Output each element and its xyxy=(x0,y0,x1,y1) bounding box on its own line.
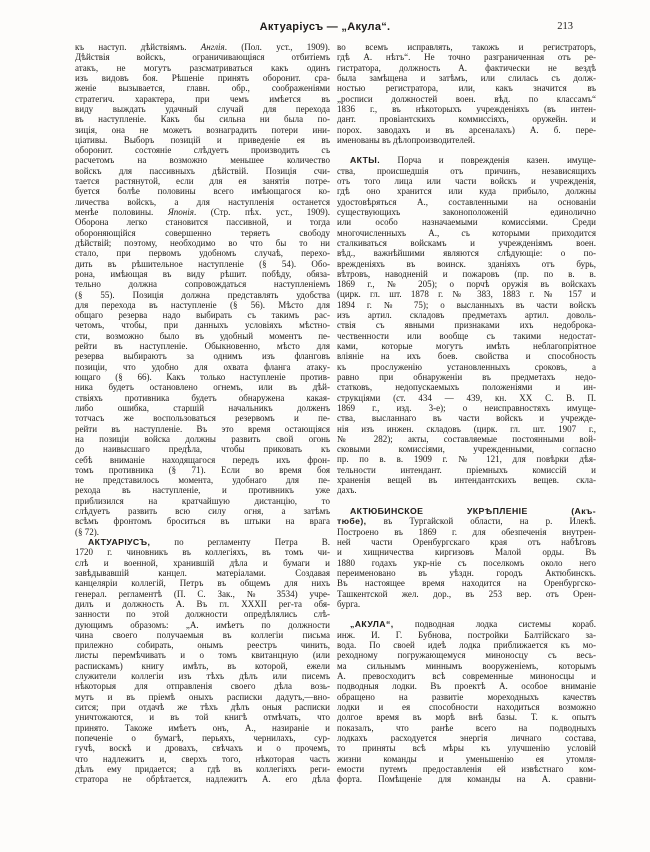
text-line: АКТЫ. Порча и поврежденія казен. имуще- xyxy=(350,155,596,166)
text-line: дѣлъ ему придается; а гдѣ въ коллегіяхъ реги- xyxy=(75,763,330,774)
text-line: на позиціи войска должны развить свой огонь xyxy=(75,433,330,444)
text-line: томъ противника (§ 71). Если во время боя xyxy=(75,464,330,475)
text-line: „росписи должностей воен. вѣд. по классамъ“ xyxy=(337,93,596,104)
text-line: „АКУЛА“, подводная лодка системы кораб. xyxy=(350,619,596,630)
text-line: служители коллегіи изъ тѣхъ дѣлъ или писемъ xyxy=(75,671,330,682)
text-line: дующимъ образомъ: „А. имѣетъ по должности xyxy=(75,619,330,630)
entry-headword: АКТУАРІУСЪ, xyxy=(88,537,151,547)
text-line: равно при обнаруженіи въ предметахъ недо- xyxy=(337,371,596,382)
text-line: пр. по в. в. 1909 г. № 121, для повѣрки дѣя- xyxy=(337,454,596,465)
text-line: ціативы. Выборъ позицій и приведеніе ея въ xyxy=(75,134,330,145)
text-line: виду выждать удачный случай для перехода xyxy=(75,103,330,114)
text-line: ствія съ явными признаками ихъ недоброка- xyxy=(337,320,596,331)
text-line: и хищничества киргизовъ Малой орды. Въ xyxy=(337,547,596,558)
text-line: обращено на развитіе мореходныхъ качествъ xyxy=(337,691,596,702)
text-line: № 282); акты, составляемые постоянными вой- xyxy=(337,433,596,444)
text-line: 1894 г. № 75); о высланныхъ въ части войскъ xyxy=(337,299,596,310)
text-line: Дѣйствія войскъ, ограничивающіяся отбитіемъ xyxy=(75,52,330,63)
column-right xyxy=(337,42,596,785)
text-line: нѣкоторыя для отправленія своего дѣла возь- xyxy=(75,681,330,692)
text-line: до наивысшаго предѣла, чтобы приковать къ xyxy=(75,444,330,455)
text-line: расчетомъ на возможно меньшее количество xyxy=(75,155,330,166)
text-line: 1836 г., въ нѣкоторыхъ учрежденіяхъ (въ интен- xyxy=(337,103,596,114)
text-line: себѣ вниманіе находящагося передъ ихъ фрон- xyxy=(75,454,330,465)
text-line: атакъ, не могутъ разсматриваться какъ одинъ xyxy=(75,62,330,73)
text-line: рейти въ наступленіе. Въ это время остающіяся xyxy=(75,423,330,434)
text-line: была замѣщена и затѣмъ, или слилась съ долж- xyxy=(337,72,596,83)
text-line: подводныя лодки. Въ проектѣ А. особое вниманіе xyxy=(337,681,596,692)
text-line: ствіяхъ противника будетъ обнаружена какая- xyxy=(75,392,330,403)
text-columns xyxy=(75,42,596,785)
text-line: чественности или вообще съ такими недостат- xyxy=(337,330,596,341)
text-line: изъ видовъ боя. Рѣшеніе принять оборонит. сра- xyxy=(75,72,330,83)
entry-headword: „АКУЛА“, xyxy=(350,619,394,630)
text-line: А. превосходитъ всѣ современные миноносцы и xyxy=(337,671,596,682)
text-line: Въ настоящее время находится на Оренбургско- xyxy=(337,578,596,589)
text-line: принято. Такоже имѣетъ онъ, А., назираніе и xyxy=(75,722,330,733)
text-line: ками, которые могутъ имѣть неблагопріятное xyxy=(337,341,596,352)
text-line: струкціями (ст. 434 — 439, кн. XX С. В. П. xyxy=(337,392,596,403)
text-line: статковъ, недопускаемыхъ положеніями и ин- xyxy=(337,382,596,393)
text-line: тотчасъ же воспользоваться резервомъ и пе- xyxy=(75,413,330,424)
text-line: рейти въ наступленіе. Обыкновенно, мѣсто для xyxy=(75,341,330,352)
text-line: сится; при отдачѣ же тѣхъ дѣлъ оныя расписки xyxy=(75,702,330,712)
text-line: ма сильнымъ миннымъ вооруженіемъ, которымъ xyxy=(337,660,596,671)
text-line: либо ошибка, старшій начальникъ долженъ xyxy=(75,402,330,413)
text-line: резерва выбираютъ за однимъ изъ фланговъ xyxy=(75,351,330,362)
text-line: стратора не обрѣтается, надлежитъ А. его дѣла xyxy=(75,774,330,785)
text-line: нія изъ инжен. складовъ (цирк. гл. шт. 1907 г., xyxy=(337,423,596,434)
text-line: тельности интендант. пріемныхъ комиссій и xyxy=(337,464,596,475)
text-line: реходному погружающемуся миноносцу съ весь- xyxy=(337,650,596,661)
text-line: лодки и ея способности находиться возможно xyxy=(337,701,596,712)
text-line: приблизился на кратчайшую дистанцію, то xyxy=(75,495,330,506)
text-line: тается растянутой, если для ея занятія потре- xyxy=(75,176,330,187)
text-line: всѣмъ фронтомъ броситься въ штыки на врага xyxy=(75,516,330,527)
text-line: мутъ и въ пріемѣ оныхъ расписки дадутъ,—вно- xyxy=(75,691,330,702)
text-line: бурга. xyxy=(337,598,361,609)
entry-headword: АКТЮБИНСКОЕ УКРѢПЛЕНІЕ (Акъ- xyxy=(350,506,596,517)
text-line: то приняты всѣ мѣры къ улучшенію условій xyxy=(337,743,596,754)
entry-aktuarius xyxy=(75,537,330,785)
text-line: къ наступ. дѣйствіямъ. Англія. (Пол. уст., 1909). xyxy=(75,42,330,52)
text-line: или особо назначаемыми комиссіями. Среди xyxy=(337,217,596,228)
text-line: переименовано въ уѣздн. городъ Актюбинскъ. xyxy=(337,567,596,578)
text-line: слѣдуетъ развить всю силу огня, а затѣмъ xyxy=(75,506,330,517)
text-line: чина своего получаемыя въ коллегіи письма xyxy=(75,629,330,640)
entry-akty xyxy=(337,155,596,495)
text-line: ства, происшедшія отъ причинъ, независящихъ xyxy=(337,165,596,176)
text-line: ней части Оренбургскаго края отъ набѣговъ xyxy=(337,536,596,547)
text-line: 1869 г., № 205); о порчѣ оружія въ войскахъ xyxy=(337,279,596,290)
text-line: (§ 55). Позиція должна представлять удобства xyxy=(75,289,330,300)
text-line: войскъ для пассивныхъ дѣйствій. Позиція счи- xyxy=(75,165,330,176)
text-line: удостовѣряться А., составленными на основаніи xyxy=(337,196,596,207)
text-line: гдѣ А. нѣтъ“. Не точно разграниченная отъ ре- xyxy=(337,52,596,63)
text-line: показалъ, что ранѣе всего на подводныхъ xyxy=(337,722,596,733)
text-line: сковыми комиссіями, учрежденными, согласно xyxy=(337,444,596,455)
text-line: дант. провіантскихъ коммиссіяхъ, оружейн. и xyxy=(337,114,596,125)
text-line: оборонит. состояніе слѣдуетъ производить съ xyxy=(75,145,330,156)
text-line: стратегич. характера, при чемъ имѣется въ xyxy=(75,93,330,104)
text-line: тюбе), въ Тургайской области, на р. Илекѣ. xyxy=(337,516,596,527)
text-line: къ прослуженію установленныхъ сроковъ, а xyxy=(337,361,596,372)
text-line: дахъ. xyxy=(337,485,357,496)
text-line: ника будетъ остановлено огнемъ, или въ дѣй- xyxy=(75,382,330,393)
text-line: Ташкентской жел. дор., въ 253 вер. отъ Орен- xyxy=(337,588,596,599)
column-left xyxy=(75,42,330,785)
text-line: 1869 г., изд. 3-е); о неисправностяхъ имуще- xyxy=(337,402,596,413)
entry-headword: тюбе), xyxy=(337,516,367,527)
text-line: 1880 годахъ укр-ніе съ поселкомъ около него xyxy=(337,557,596,568)
text-line: вліяніе на ихъ боев. свойства и способность xyxy=(337,351,596,362)
text-line: Построено въ 1869 г. для обезпеченія внутрен- xyxy=(337,526,596,537)
text-line: порох. заводахъ и въ арсеналахъ) А. б. пере- xyxy=(337,124,596,135)
text-line: буется болѣе половины всего имѣющагося ко- xyxy=(75,186,330,197)
text-line: дить въ рѣшительное наступленіе (§ 54). Обо- xyxy=(75,258,330,269)
text-line: слѣ и военной, хранившій дѣла и бумаги и xyxy=(75,557,330,568)
entry-headword: АКТЫ. xyxy=(350,155,381,166)
text-line: уничтожаются, и въ той книгѣ отмѣчать, что xyxy=(75,712,330,723)
text-line xyxy=(337,506,596,516)
text-line: Оборона легко становится пассивной, и тогда xyxy=(75,217,330,228)
running-head-title: Актуаріусъ — „Акула“. xyxy=(259,21,391,33)
text-line: что надлежитъ и, сверхъ того, нѣкоторая часть xyxy=(75,753,330,764)
text-line: многочисленныхъ А., съ которыми приходится xyxy=(337,227,596,238)
text-line: общаго резерва надо выбирать съ такимъ рас- xyxy=(75,310,330,321)
entry-aktyubinskoe-ukreplenie xyxy=(337,506,596,609)
text-line: занности по этой должности опредѣлялись слѣ- xyxy=(75,609,330,620)
text-line: (цирк. гл. шт. 1878 г. № 383, 1883 г. № 157 и xyxy=(337,289,596,300)
text-line: гдѣ оно хранится или куда прибыло, должны xyxy=(337,186,596,197)
text-line: существующихъ законоположеній единолично xyxy=(337,206,596,217)
text-line: жизни команды и уменьшенію ея утомля- xyxy=(337,753,596,764)
entry-aktuarius-continuation xyxy=(337,42,596,145)
text-line: женіе вызывается, главн. обр., соображеніями xyxy=(75,83,330,94)
text-line: форта. Помѣщеніе для команды на А. сравни- xyxy=(337,774,596,785)
text-line: стало, при первомъ удобномъ случаѣ, перехо- xyxy=(75,248,330,259)
text-line: не представилось момента, удобнаго для пе- xyxy=(75,475,330,486)
text-line: гучѣ, воскѣ и дровахъ, свѣчахъ и о прочемъ, xyxy=(75,743,330,754)
text-line: во всемъ исправлять, такожъ и регистраторъ, xyxy=(337,42,596,52)
text-line: вода. По своей идеѣ лодка приближается къ мо- xyxy=(337,640,596,651)
text-line: для перехода въ наступленіе (§ 56). Мѣсто для xyxy=(75,299,330,310)
text-line: ностью регистратора, или, какъ значится въ xyxy=(337,83,596,94)
text-line: завѣдывавшій канцел. матеріалами. Создавая xyxy=(75,567,330,578)
text-line: четомъ, чтобы, при данныхъ условіяхъ мѣстно- xyxy=(75,320,330,331)
text-line: гистратора, должность А. фактически не вездѣ xyxy=(337,62,596,73)
text-line: АКТУАРІУСЪ, по регламенту Петра В. xyxy=(88,537,330,547)
text-line: 1720 г. чиновникъ въ коллегіяхъ, въ томъ чи- xyxy=(75,547,330,558)
article-continuation-text xyxy=(75,42,330,537)
text-line: обороняющійся совершенно теряетъ свободу xyxy=(75,227,330,238)
text-line: емости путемъ предоставленія ей извѣстнаго ком- xyxy=(337,763,596,774)
text-line: попеченіе о бумагѣ, перьяхъ, чернилахъ, сур- xyxy=(75,732,330,743)
text-line: изъ артил. складовъ предметахъ артил. доволь- xyxy=(337,310,596,321)
text-line: лодкахъ расходуется энергія личнаго состава, xyxy=(337,732,596,743)
text-line: рона, имѣющая въ виду рѣшит. побѣду, обяза- xyxy=(75,268,330,279)
text-line: листы перемѣчивать и о томъ квитанцную (или xyxy=(75,650,330,661)
text-line: рехода въ наступленіе, и противникъ уже xyxy=(75,485,330,496)
text-line: канцеляріи коллегій, Петръ въ общемъ для нихъ xyxy=(75,578,330,589)
text-line: врежденіяхъ въ воинск. зданіяхъ отъ бурь, xyxy=(337,258,596,269)
text-line: позиціи, что удобно для охвата фланга атаку- xyxy=(75,361,330,372)
text-line: зиція, она не можетъ вознаградить потери ини- xyxy=(75,124,330,135)
text-line: дѣйствій; поэтому, необходимо во что бы то ни xyxy=(75,237,330,248)
text-line: ства, высланнаго въ части войскъ и учрежде- xyxy=(337,413,596,424)
text-line: именованы въ дѣлопроизводителей. xyxy=(337,134,475,145)
text-line: (§ 72). xyxy=(75,526,99,537)
text-line: прилежно собирать, онымъ реестръ чинить, xyxy=(75,640,330,651)
page-number: 213 xyxy=(557,21,573,32)
text-line: генерал. регламентѣ (П. С. Зак., № 3534) учре- xyxy=(75,588,330,599)
text-line: менѣе половины. Японія. (Стр. пѣх. уст., 1909). xyxy=(75,207,330,217)
text-line: тельно должна сопровождаться наступленіемъ xyxy=(75,279,330,290)
text-line: въ наступленіе. Какъ бы сильна ни была по- xyxy=(75,114,330,125)
text-line: долгое время въ морѣ внѣ базы. Т. к. опытъ xyxy=(337,712,596,723)
text-line: ющаго (§ 66). Какъ только наступленіе против- xyxy=(75,372,330,382)
text-line: распискамъ) книгу имѣть, въ которой, ежели xyxy=(75,660,330,671)
text-line: отъ того лица или части войскъ и учрежденія, xyxy=(337,176,596,187)
entry-akula xyxy=(337,619,596,784)
text-line: вѣтровъ, наводненій и пожаровъ (пр. по в. в. xyxy=(337,268,596,279)
text-line: сти, возможно было въ удобный моментъ пе- xyxy=(75,330,330,341)
text-line: сталкиваться войскамъ и учрежденіямъ воен. xyxy=(337,237,596,248)
text-line: вѣд., важнѣйшими являются слѣдующіе: о по- xyxy=(337,248,596,259)
text-line: инж. И. Г. Бубнова, постройки Балтійскаго за- xyxy=(337,629,596,640)
text-line: дилъ и должность А. Въ гл. XXXII рег-та обя- xyxy=(75,598,330,609)
text-line: храненія вещей въ интендантскихъ вещев. скла- xyxy=(337,475,596,486)
text-line: личества войскъ, а для наступленія останется xyxy=(75,196,330,207)
